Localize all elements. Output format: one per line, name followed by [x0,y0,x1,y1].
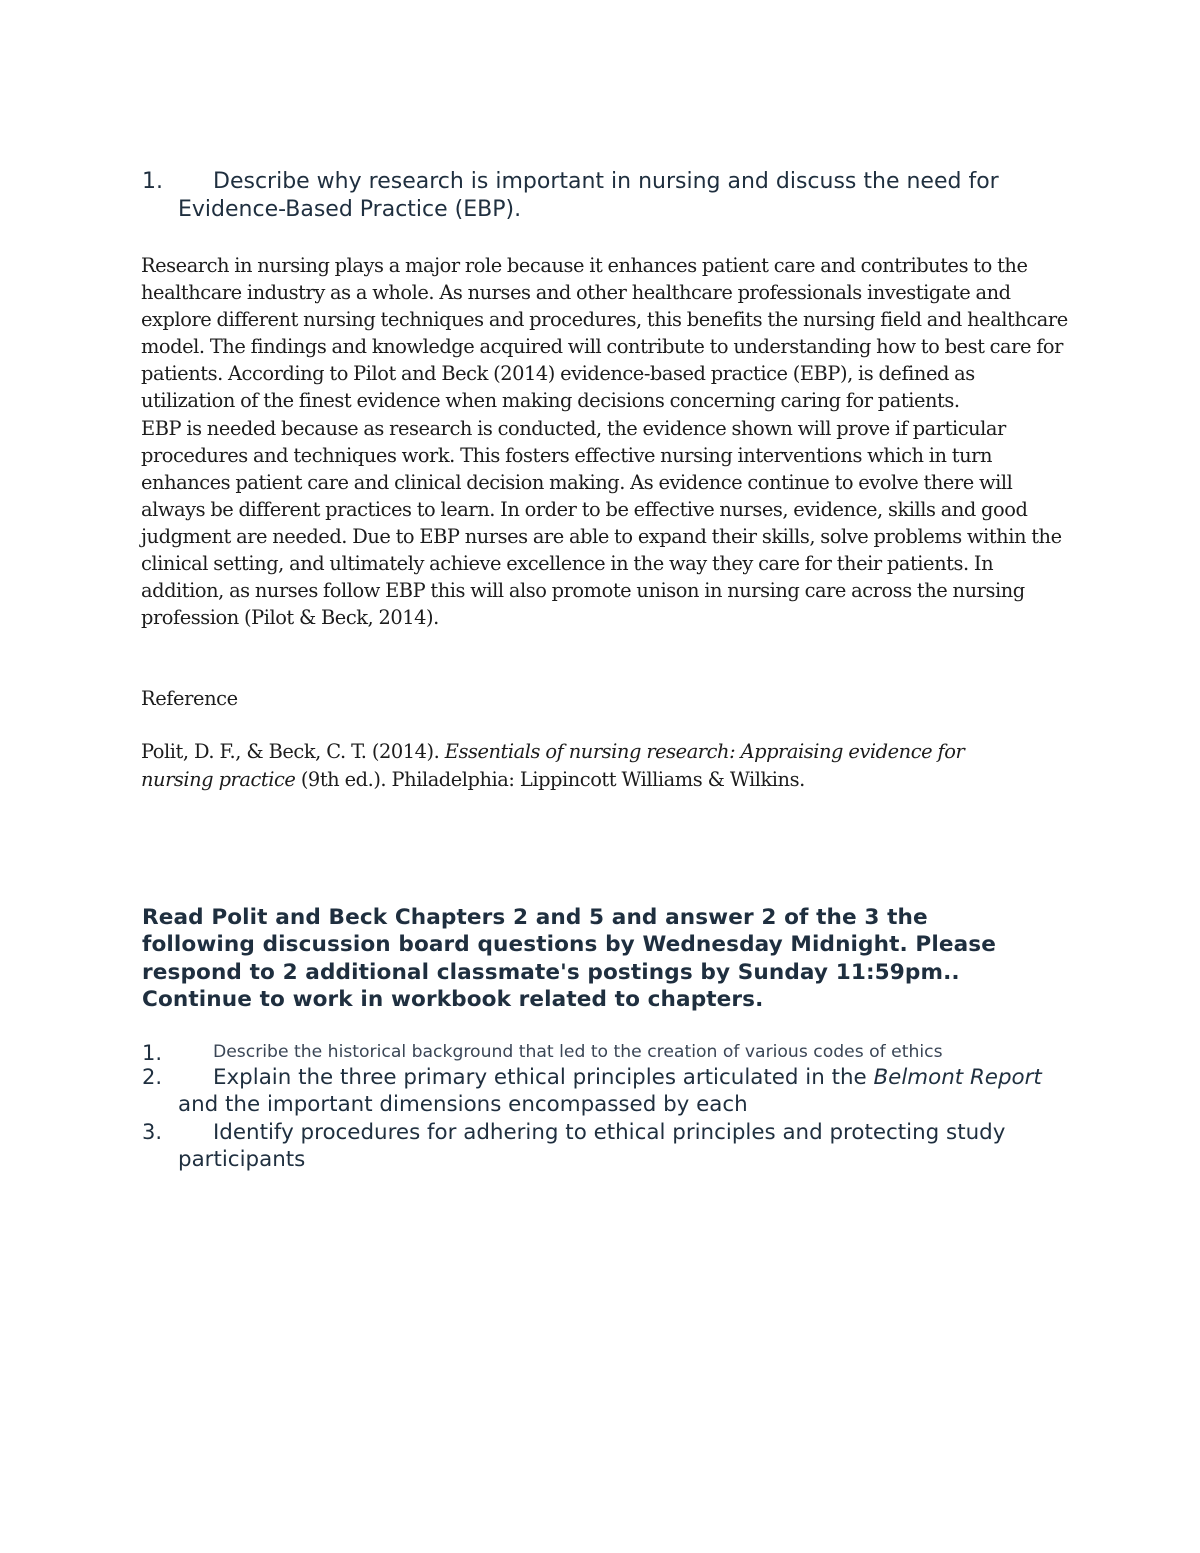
list-item-text [142,1064,1062,1119]
list-item-text: Identify procedures for adhering to ethical principles and protecting study participants [178,1119,1006,1173]
list-item [142,1119,1062,1174]
list-item-text-before: Explain the three primary ethical principles articulated in the [213,1065,874,1090]
reference-authors: Polit, D. F., & Beck, C. T. (2014). [141,740,445,763]
question-number: 1. [142,169,163,194]
list-item [142,1040,1062,1064]
list-item-text-after: and the important dimensions encompassed by each [178,1092,748,1118]
reference-title: Essentials of nursing research: Appraising evidence for nursing practice [141,740,965,791]
answer-paragraph-2: EBP is needed because as research is conducted, the evidence shown will prove if particular procedures and techniques work. This fosters effective nursing interventions which in turn enhances patient care and clinical decision making. As evidence continue to evolve there will always be different practices to learn. In order to be effective nurses, evidence, skills and good judgment are needed. Due to EBP nurses are able to expand their skills, solve problems within the clinical setting, and ultimately achieve excellence in the way they care for their patients. In addition, as nurses follow EBP this will also promote unison in nursing care across the nursing profession (Pilot & Beck, 2014). [141,416,1062,630]
reference-entry [141,738,1041,793]
reference-details: (9th ed.). Philadelphia: Lippincott Williams & Wilkins. [295,767,805,791]
list-item [142,1064,1062,1119]
answer-body [141,252,1071,631]
answer-paragraph-1: Research in nursing plays a major role because it enhances patient care and contributes to the healthcare industry as a whole. As nurses and other healthcare professionals investigate and explore different nursing techniques and procedures, this benefits the nursing field and healthcare model. The findings and knowledge acquired will contribute to understanding how to best care for patients. According to Pilot and Beck (2014) evidence-based practice (EBP), is defined as utilization of the finest evidence when making decisions concerning caring for patients. [141,254,1068,413]
question-text: Describe why research is important in nursing and discuss the need for Evidence-Based Practice (EBP). [178,169,999,222]
list-item-number: 2. [142,1065,163,1089]
list-item-text: Describe the historical background that led to the creation of various codes of ethics [213,1042,943,1062]
reference-heading: Reference [141,687,238,710]
list-item-number: 3. [142,1119,163,1144]
belmont-report-title: Belmont Report [873,1065,1042,1090]
discussion-questions-list [142,1040,1062,1174]
question-1-heading [142,168,1062,224]
assignment-instructions: Read Polit and Beck Chapters 2 and 5 and answer 2 of the 3 the following discussion board questions by Wednesday Midnight. Please respond to 2 additional classmate's postings by Sunday 11:59pm.. Continue to work in workbook related to chapters. [142,905,996,1013]
list-item-number: 1. [142,1041,163,1065]
